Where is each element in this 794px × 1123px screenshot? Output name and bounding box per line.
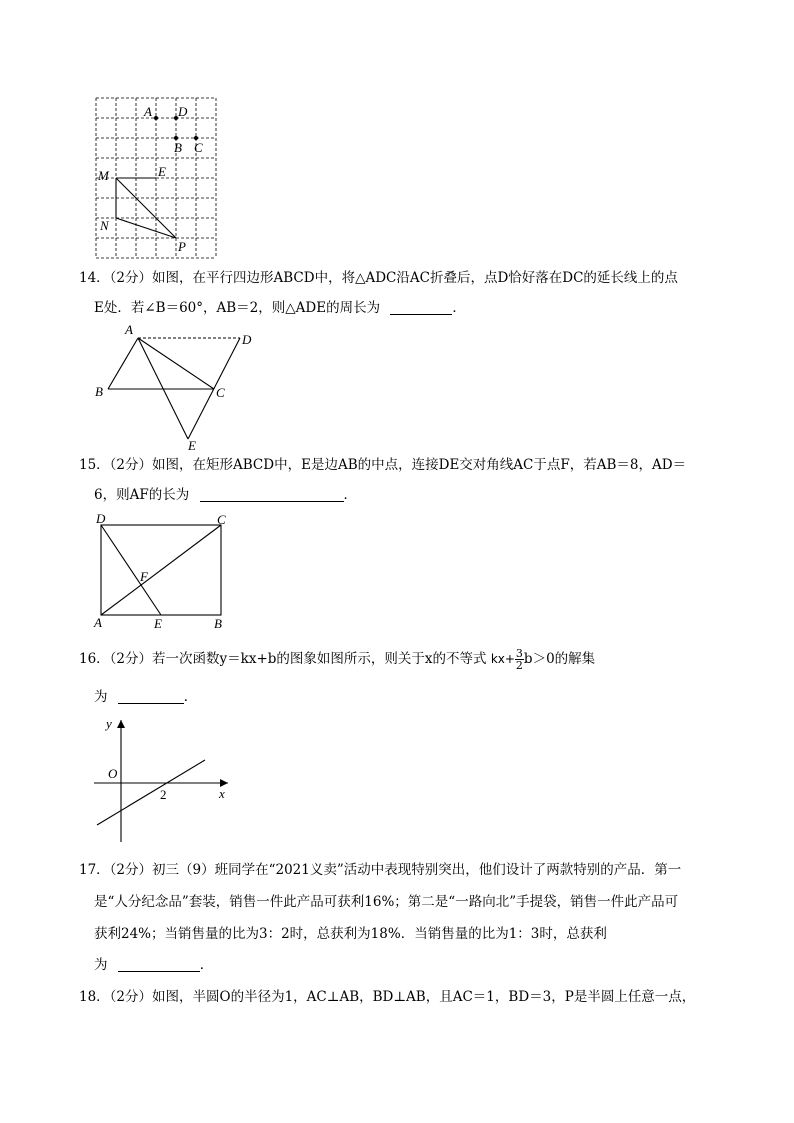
q15-label-e: E [154,616,162,631]
q14-label-b: B [95,384,103,399]
q16-line2-text: 为 [94,689,108,705]
grid-label-a: A [144,104,152,119]
q17-line2: 是“人分纪念品”套装，销售一件此产品可获利16%；第二是“一路向北”手提袋，销售一件此产品可 [94,894,679,910]
q18-line1: 18．（2分）如图，半圆O的半径为1，AC⊥AB，BD⊥AB，且AC＝1，BD＝3，P是半圆上任意一点， [79,989,696,1005]
grid-label-m: M [98,168,109,183]
grid-label-e: E [158,164,166,179]
q16-answer-blank[interactable] [118,689,184,704]
q14-line1: 14．（2分）如图，在平行四边形ABCD中，将△ADC沿AC折叠后，点D恰好落在DC的延长线上的点 [79,270,678,286]
q15-label-c: C [217,512,226,527]
q16-label-o: O [108,766,118,781]
q15-figure [90,510,240,635]
q14-end: ． [452,300,466,316]
q15-line2 [94,486,357,504]
q16-frac-num: 3 [515,647,523,660]
q14-label-a: A [125,322,133,337]
q16-line1-text: 16．（2分）若一次函数y＝kx+b的图象如图所示，则关于x的不等式 [79,651,487,667]
q15-end: ． [343,487,358,503]
q17-line4 [94,956,213,974]
q14-answer-blank[interactable] [390,300,452,315]
grid-label-b: B [174,140,182,155]
q15-label-d: D [96,511,106,526]
q16-label-two: 2 [160,787,167,802]
q17-end: ． [199,957,214,973]
q16-end: ． [183,689,198,705]
q17-answer-blank[interactable] [118,957,200,972]
q14-label-e: E [188,438,196,453]
q16-fraction [515,648,524,671]
q16-frac-den: 2 [515,659,523,672]
q15-line2-text: 6，则AF的长为 [94,487,190,503]
q17-line3: 获利24%；当销售量的比为3：2时，总获利为18%．当销售量的比为1：3时，总获利 [94,926,607,942]
grid-label-n: N [100,218,109,233]
q16-ineq-pre: kx+ [490,652,515,666]
grid-figure [90,92,225,262]
q17-line4-text: 为 [94,957,108,973]
q14-line2-text: E处．若∠B＝60°，AB＝2，则△ADE的周长为 [94,300,381,316]
q15-line1: 15．（2分）如图，在矩形ABCD中，E是边AB的中点，连接DE交对角线AC于点F，若AB＝8，AD＝ [79,457,687,473]
q16-label-x: x [219,786,225,801]
q14-label-c: C [216,385,225,400]
q15-label-a: A [94,615,102,630]
q14-label-d: D [242,332,252,347]
q15-answer-blank[interactable] [200,487,344,502]
q16-line1 [79,648,595,671]
grid-label-d: D [178,104,188,119]
q14-line2 [94,299,466,317]
q14-figure [92,322,262,452]
q16-label-y: y [106,716,112,731]
grid-label-p: P [178,239,186,254]
grid-label-c: C [194,140,203,155]
q15-label-f: F [140,569,148,584]
q17-line1: 17．（2分）初三（9）班同学在“2021义卖”活动中表现特别突出，他们设计了两款特别的产品．第一 [79,862,682,878]
q16-ineq-post: b＞0的解集 [523,651,596,667]
q15-label-b: B [214,616,222,631]
q16-figure [92,712,242,847]
q16-line2 [94,688,197,706]
